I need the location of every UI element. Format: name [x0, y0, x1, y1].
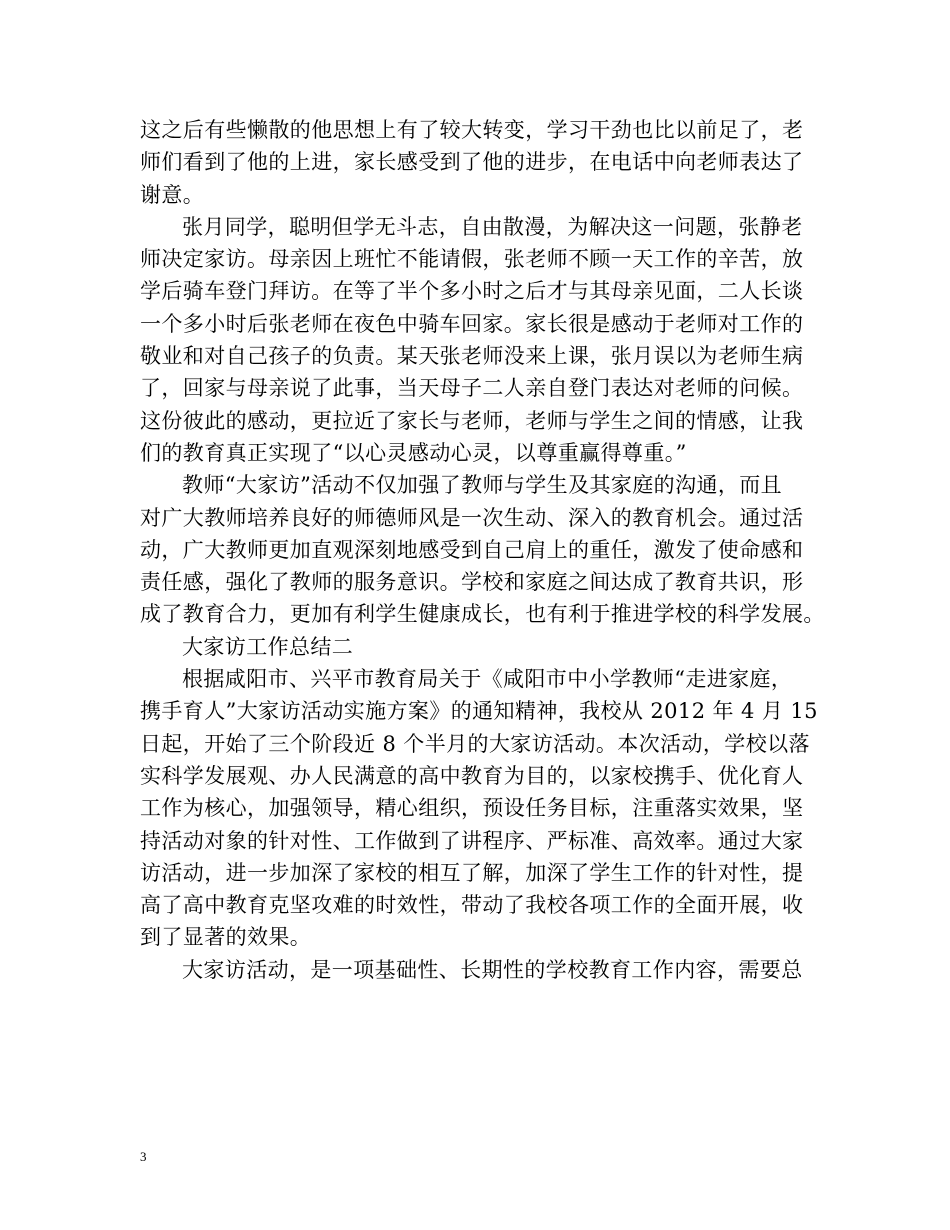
paragraph-start-line: 根据咸阳市、兴平市教育局关于《咸阳市中小学教师“走进家庭， — [182, 667, 793, 692]
paragraph-start-line: 大家访活动，是一项基础性、长期性的学校教育工作内容，需要总 — [182, 957, 803, 982]
body-line: 责任感，强化了教师的服务意识。学校和家庭之间达成了教育共识，形 — [140, 570, 804, 595]
body-line: 了，回家与母亲说了此事，当天母子二人亲自登门表达对老师的问候。 — [140, 376, 804, 401]
body-line: 谢意。 — [140, 182, 205, 207]
body-line: 实科学发展观、办人民满意的高中教育为目的，以家校携手、优化育人 — [140, 763, 804, 788]
body-line: 学后骑车登门拜访。在等了半个多小时之后才与其母亲见面，二人长谈 — [140, 279, 804, 304]
body-line: 高了高中教育克坚攻难的时效性，带动了我校各项工作的全面开展，收 — [140, 893, 804, 918]
page-body — [140, 114, 830, 986]
body-line: 持活动对象的针对性、工作做到了讲程序、严标准、高效率。通过大家 — [140, 828, 804, 853]
body-line: 对广大教师培养良好的师德师风是一次生动、深入的教育机会。通过活 — [140, 505, 804, 530]
paragraph-start-line: 张月同学，聪明但学无斗志，自由散漫，为解决这一问题，张静老 — [182, 214, 803, 239]
body-line: 们的教育真正实现了“以心灵感动心灵，以尊重赢得尊重。” — [140, 440, 687, 465]
body-line: 敬业和对自己孩子的负责。某天张老师没来上课，张月误以为老师生病 — [140, 344, 804, 369]
body-line: 携手育人”大家访活动实施方案》的通知精神，我校从 2012 年 4 月 15 — [140, 699, 818, 724]
body-line: 工作为核心，加强领导，精心组织，预设任务目标，注重落实效果，坚 — [140, 796, 804, 821]
body-line: 一个多小时后张老师在夜色中骑车回家。家长很是感动于老师对工作的 — [140, 311, 804, 336]
page-number: 3 — [140, 1149, 147, 1164]
body-line: 师决定家访。母亲因上班忙不能请假，张老师不顾一天工作的辛苦，放 — [140, 247, 804, 272]
section-heading: 大家访工作总结二 — [182, 634, 354, 659]
body-line: 这之后有些懒散的他思想上有了较大转变，学习干劲也比以前足了，老 — [140, 118, 804, 142]
body-line: 到了显著的效果。 — [140, 925, 312, 950]
body-line: 动，广大教师更加直观深刻地感受到自己肩上的重任，激发了使命感和 — [140, 537, 804, 562]
body-line: 访活动，进一步加深了家校的相互了解，加深了学生工作的针对性，提 — [140, 860, 804, 885]
body-line: 师们看到了他的上进，家长感受到了他的进步，在电话中向老师表达了 — [140, 150, 804, 175]
body-line: 日起，开始了三个阶段近 8 个半月的大家访活动。本次活动，学校以落 — [140, 731, 810, 756]
paragraph-start-line: 教师“大家访”活动不仅加强了教师与学生及其家庭的沟通，而且 — [182, 473, 783, 498]
body-line: 这份彼此的感动，更拉近了家长与老师，老师与学生之间的情感，让我 — [140, 408, 804, 433]
body-line: 成了教育合力，更加有利学生健康成长，也有利于推进学校的科学发展。 — [140, 602, 825, 627]
